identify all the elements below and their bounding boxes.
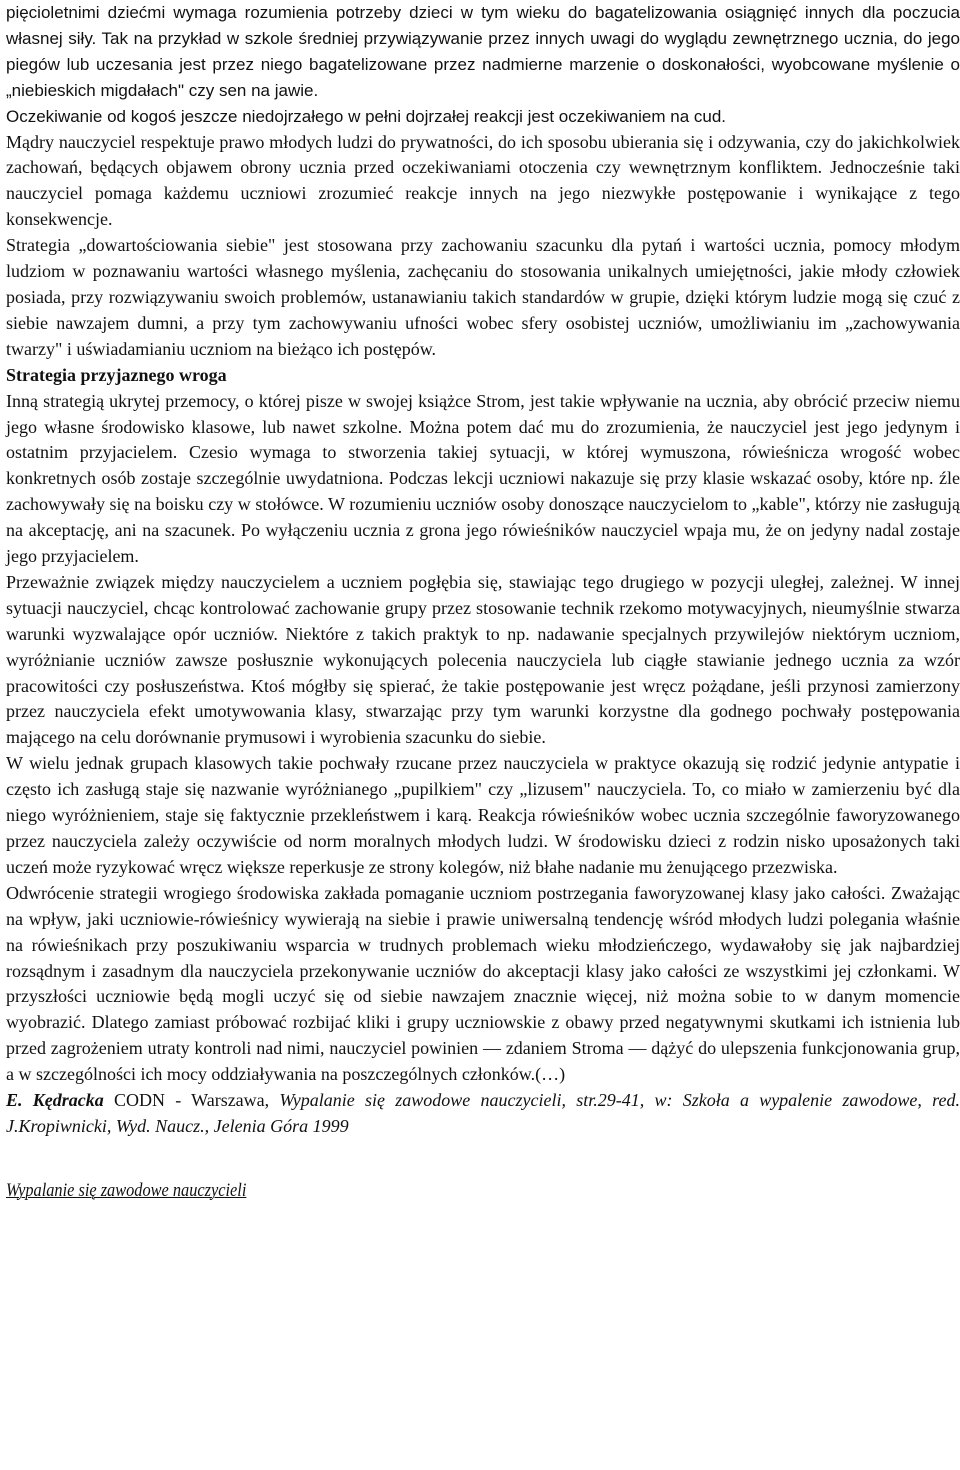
paragraph: Oczekiwanie od kogoś jeszcze niedojrzałego w pełni dojrzałej reakcji jest oczekiwaniem na cud. xyxy=(6,106,727,126)
paragraph: Strategia „dowartościowania siebie" jest stosowana przy zachowaniu szacunku dla pytań i wartości ucznia, pomocy młodym ludziom w poznawaniu wartości własnego myślenia, zachęcaniu do stosowania unikalnych umiejętności, jakie młody człowiek posiada, przy rozwiązywaniu swoich problemów, ustanawianiu takich standardów w grupie, dzięki którym ludzie mogą się czuć z siebie nawzajem dumni, a przy tym zachowywaniu ufności wobec sfery osobistej uczniów, umożliwianiu im „zachowywania twarzy" i uświadamianiu uczniom na bieżąco ich postępów. xyxy=(6,235,960,359)
citation-publisher: CODN - Warszawa, xyxy=(103,1090,280,1111)
paragraph: Inną strategią ukrytej przemocy, o której pisze w swojej książce Strom, jest takie wpływanie na ucznia, aby obrócić przeciw niemu jego własne środowisko klasowe, lub nawet szkolne. Można potem dać mu do zrozumienia, że nauczyciel jest jego jedynym i ostatnim przyjacielem. Czesio wymaga to stworzenia takiej sytuacji, w której wymuszona, rówieśnicza wrogość wobec konkretnych osób zostaje szczególnie uwydatniona. Podczas lekcji uczniowi nakazuje się przy klasie wskazać osoby, które np. źle zachowywały się na boisku czy w stołówce. W rozumieniu uczniów osoby donoszące nauczycielom to „kable", którzy nie zasługują na akceptację, ani na szacunek. Po wyłączeniu ucznia z grona jego rówieśników nauczyciel wpaja mu, że on jedyny nadal zostaje jego przyjacielem. xyxy=(6,390,960,567)
paragraph: Odwrócenie strategii wrogiego środowiska zakłada pomaganie uczniom postrzegania faworyzowanej klasy jako całości. Zważając na wpływ, jaki uczniowie-rówieśnicy wywierają na siebie i prawie uniwersalną tendencję wśród młodych ludzi polegania właśnie na rówieśnikach przy poszukiwaniu wsparcia w trudnych problemach wieku młodzieńczego, wydawałoby się jak najbardziej rozsądnym i zasadnym dla nauczyciela przekonywanie uczniów do akceptacji klasy jako całości ze wszystkimi jej członkami. W przyszłości uczniowie będą mogli uczyć się od siebie nawzajem znacznie więcej, niż można sobie to w danym momencie wyobrazić. Dlatego zamiast próbować rozbijać kliki i grupy uczniowskie z obawy przed negatywnymi skutkami ich istnienia lub przed zagrożeniem utraty kontroli nad nimi, nauczyciel powinien — zdaniem Stroma — dążyć do ulepszenia funkcjonowania grup, a w szczególności ich mocy oddziaływania na poszczególnych członków.(…) xyxy=(6,882,960,1085)
spacer xyxy=(6,1140,960,1178)
paragraph: pięcioletnimi dziećmi wymaga rozumienia potrzeby dzieci w tym wieku do bagatelizowania osiągnięć innych dla poczucia własnej siły. Tak na przykład w szkole średniej przywiązywanie przez innych uwagi do wyglądu zewnętrznego ucznia, do jego piegów lub uczesania jest przez niego bagatelizowane przez nadmierne marzenie o doskonałości, wyobcowane myślenie o „niebieskich migdałach" czy sen na jawie. xyxy=(6,3,960,100)
paragraph: W wielu jednak grupach klasowych takie pochwały rzucane przez nauczyciela w praktyce okazują się rodzić jedynie antypatie i często ich zasługą staje się nazwanie wyróżnianego „pupilkiem" czy „lizusem" nauczyciela. To, co miało w zamierzeniu być dla niego wyróżnieniem, staje się faktycznie przekleństwem i karą. Reakcja rówieśników wobec ucznia szczególnie faworyzowanego przez nauczyciela zależy oczywiście od norm moralnych młodych ludzi. W środowisku dzieci z rodzin nisko uposażonych taki uczeń może ryzykować wręcz większe reperkusje ze strony kolegów, niż błahe nadanie mu żenującego przezwiska. xyxy=(6,753,960,877)
citation xyxy=(6,1088,960,1140)
paragraph: Przeważnie związek między nauczycielem a uczniem pogłębia się, stawiając tego drugiego w pozycji uległej, zależnej. W innej sytuacji nauczyciel, chcąc kontrolować zachowanie grupy przez stosowanie technik rzekomo motywacyjnych, nieumyślnie stwarza warunki wyzwalające opór uczniów. Niektóre z takich praktyk to np. nadawanie specjalnych przywilejów niektórym uczniom, wyróżnianie uczniów zawsze posłusznie wykonujących polecenia nauczyciela lub ciągłe stawianie jednego ucznia za wzór pracowitości czy posłuszeństwa. Ktoś mógłby się spierać, że takie postępowanie jest wręcz pożądane, jeśli przynosi zamierzony przez nauczyciela efekt umotywowania klasy, stwarzając przy tym warunki korzystne dla godnego pochwały postępowania mającego na celu dorównanie prymusowi i wyrobienia szacunku do siebie. xyxy=(6,571,960,748)
citation-author: E. Kędracka xyxy=(6,1090,104,1111)
document-page xyxy=(6,0,960,1204)
footer-link[interactable]: Wypalanie się zawodowe nauczycieli xyxy=(6,1179,247,1201)
paragraph: Mądry nauczyciel respektuje prawo młodych ludzi do prywatności, do ich sposobu ubierania się i odzywania, czy do jakichkolwiek zachowań, będących objawem obrony ucznia przed oczekiwaniami otoczenia czy wewnętrznym konfliktem. Jednocześnie taki nauczyciel pomaga każdemu uczniowi zrozumieć reakcje innych na jego niezwykłe postępowanie i wynikające z tego konsekwencje. xyxy=(6,131,960,230)
citation-title: Wypalanie się zawodowe nauczycie xyxy=(279,1090,552,1111)
section-heading: Strategia przyjaznego wroga xyxy=(6,364,227,385)
citation-tail: li, str.29-41, w: Szkoła a wypalenie zawodowe, red. J.Kropiwnicki, Wyd. Naucz., Jelenia Góra 1999 xyxy=(6,1090,960,1136)
